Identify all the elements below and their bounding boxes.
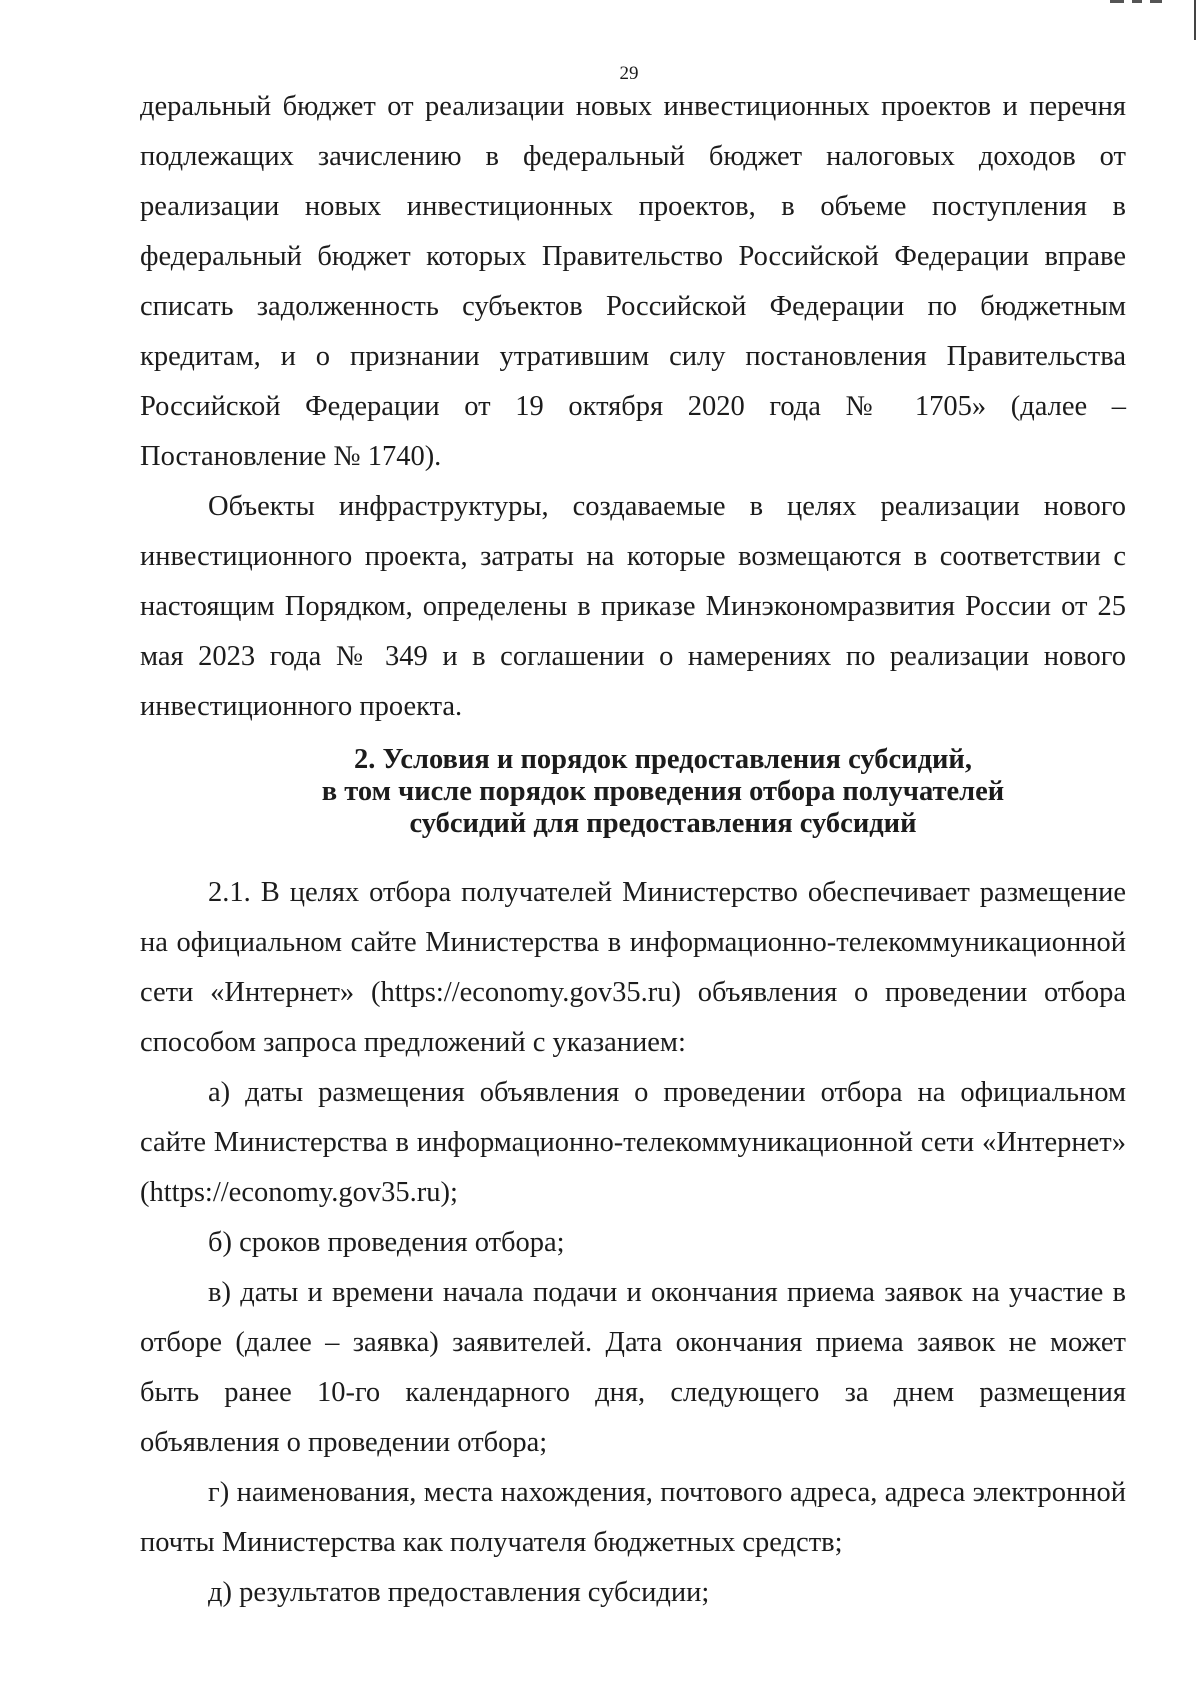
section-heading-line: в том числе порядок проведения отбора получателей: [321, 776, 1005, 807]
document-body: [140, 82, 1126, 1618]
list-item-a: а) даты размещения объявления о проведении отбора на официальном сайте Министерства в информационно-телекоммуникационной сети «Интернет» (https://economy.gov35.ru);: [140, 1077, 1126, 1208]
list-item-d: д) результатов предоставления субсидии;: [208, 1577, 710, 1608]
page-number: 29: [619, 63, 639, 84]
list-item-v: в) даты и времени начала подачи и окончания приема заявок на участие в отборе (далее – заявка) заявителей. Дата окончания приема заявок не может быть ранее 10-го календарного дня, следующего за днем размещения объявления о проведении отбора;: [140, 1277, 1126, 1458]
section-heading: [140, 744, 1126, 840]
list-item-g: г) наименования, места нахождения, почтового адреса, адреса электронной почты Министерства как получателя бюджетных средств;: [140, 1477, 1126, 1558]
paragraph-continuation: деральный бюджет от реализации новых инвестиционных проектов и перечня подлежащих зачислению в федеральный бюджет налоговых доходов от реализации новых инвестиционных проектов, в объеме поступления в федеральный бюджет которых Правительство Российской Федерации вправе списать задолженность субъектов Российской Федерации по бюджетным кредитам, и о признании утратившим силу постановления Правительства Российской Федерации от 19 октября 2020 года № 1705» (далее – Постановление № 1740).: [140, 91, 1126, 472]
scan-corner-mark: [1080, 0, 1200, 8]
section-heading-line: субсидий для предоставления субсидий: [409, 808, 917, 839]
list-item-b: б) сроков проведения отбора;: [208, 1227, 565, 1258]
paragraph-infrastructure: Объекты инфраструктуры, создаваемые в целях реализации нового инвестиционного проекта, затраты на которые возмещаются в соответствии с настоящим Порядком, определены в приказе Минэкономразвития России от 25 мая 2023 года № 349 и в соглашении о намерениях по реализации нового инвестиционного проекта.: [140, 491, 1126, 722]
section-heading-line: 2. Условия и порядок предоставления субсидий,: [354, 744, 972, 775]
paragraph-2-1: 2.1. В целях отбора получателей Министерство обеспечивает размещение на официальном сайте Министерства в информационно-телекоммуникационной сети «Интернет» (https://economy.gov35.ru) объявления о проведении отбора способом запроса предложений с указанием:: [140, 877, 1126, 1058]
scan-edge-line: [1194, 0, 1196, 40]
